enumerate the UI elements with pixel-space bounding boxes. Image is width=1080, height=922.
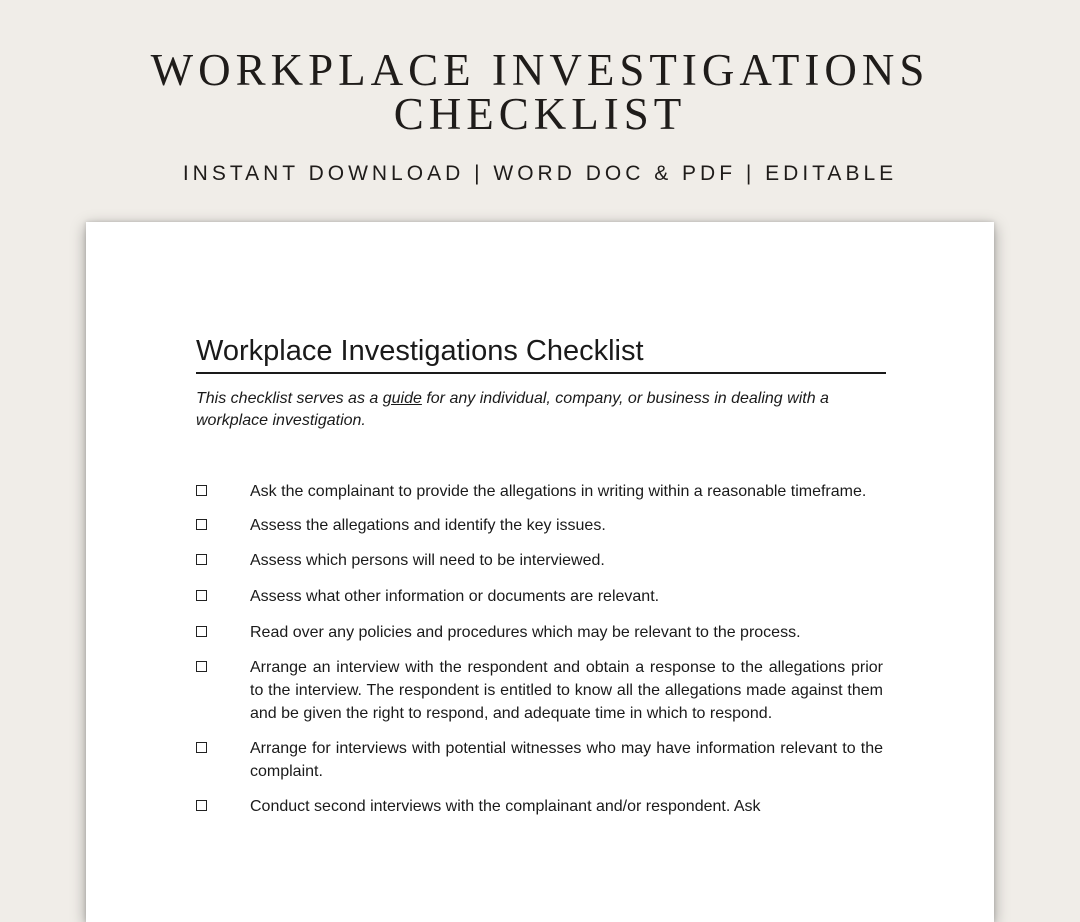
checkbox[interactable] bbox=[196, 626, 207, 637]
checklist-item bbox=[196, 737, 886, 783]
intro-text-end: for any individual, company, or business in dealing with a workplace investigation. bbox=[196, 390, 829, 429]
checkbox[interactable] bbox=[196, 800, 207, 811]
document-page bbox=[86, 222, 994, 922]
banner-title-line1: WORKPLACE INVESTIGATIONS bbox=[150, 45, 930, 95]
checkbox[interactable] bbox=[196, 485, 207, 496]
checkbox[interactable] bbox=[196, 554, 207, 565]
checkbox[interactable] bbox=[196, 519, 207, 530]
checklist-item-text: Conduct second interviews with the complainant and/or respondent. Ask bbox=[250, 798, 761, 815]
checkbox[interactable] bbox=[196, 590, 207, 601]
checklist-item-text: Arrange an interview with the respondent and obtain a response to the allegations prior to the interview. The respondent is entitled to know all the allegations made against them and be given the right to respond, and adequate time in which to respond. bbox=[250, 659, 883, 722]
banner-title bbox=[0, 45, 1080, 139]
checklist-item-text: Assess which persons will need to be interviewed. bbox=[250, 552, 605, 569]
checklist-item-text: Ask the complainant to provide the allegations in writing within a reasonable timeframe. bbox=[250, 483, 867, 500]
checklist bbox=[196, 480, 886, 818]
checklist-item bbox=[196, 621, 886, 644]
checklist-item bbox=[196, 656, 886, 725]
checkbox[interactable] bbox=[196, 661, 207, 672]
checklist-item-text: Read over any policies and procedures which may be relevant to the process. bbox=[250, 624, 801, 641]
checklist-item-text: Assess what other information or documents are relevant. bbox=[250, 588, 660, 605]
document-intro bbox=[196, 388, 886, 432]
banner-title-line2: CHECKLIST bbox=[393, 89, 687, 139]
checklist-item-text: Assess the allegations and identify the key issues. bbox=[250, 517, 606, 534]
banner-subtitle: INSTANT DOWNLOAD | WORD DOC & PDF | EDITABLE bbox=[182, 162, 898, 185]
checklist-item bbox=[196, 480, 886, 503]
intro-text-start: This checklist serves as a bbox=[196, 390, 383, 407]
checklist-item bbox=[196, 514, 886, 537]
checkbox[interactable] bbox=[196, 742, 207, 753]
checklist-item bbox=[196, 585, 886, 608]
checklist-item-text: Arrange for interviews with potential witnesses who may have information relevant to the complaint. bbox=[250, 740, 883, 780]
document-title: Workplace Investigations Checklist bbox=[196, 334, 886, 374]
checklist-item bbox=[196, 549, 886, 572]
checklist-item bbox=[196, 795, 886, 818]
intro-guide-underlined: guide bbox=[382, 390, 422, 407]
